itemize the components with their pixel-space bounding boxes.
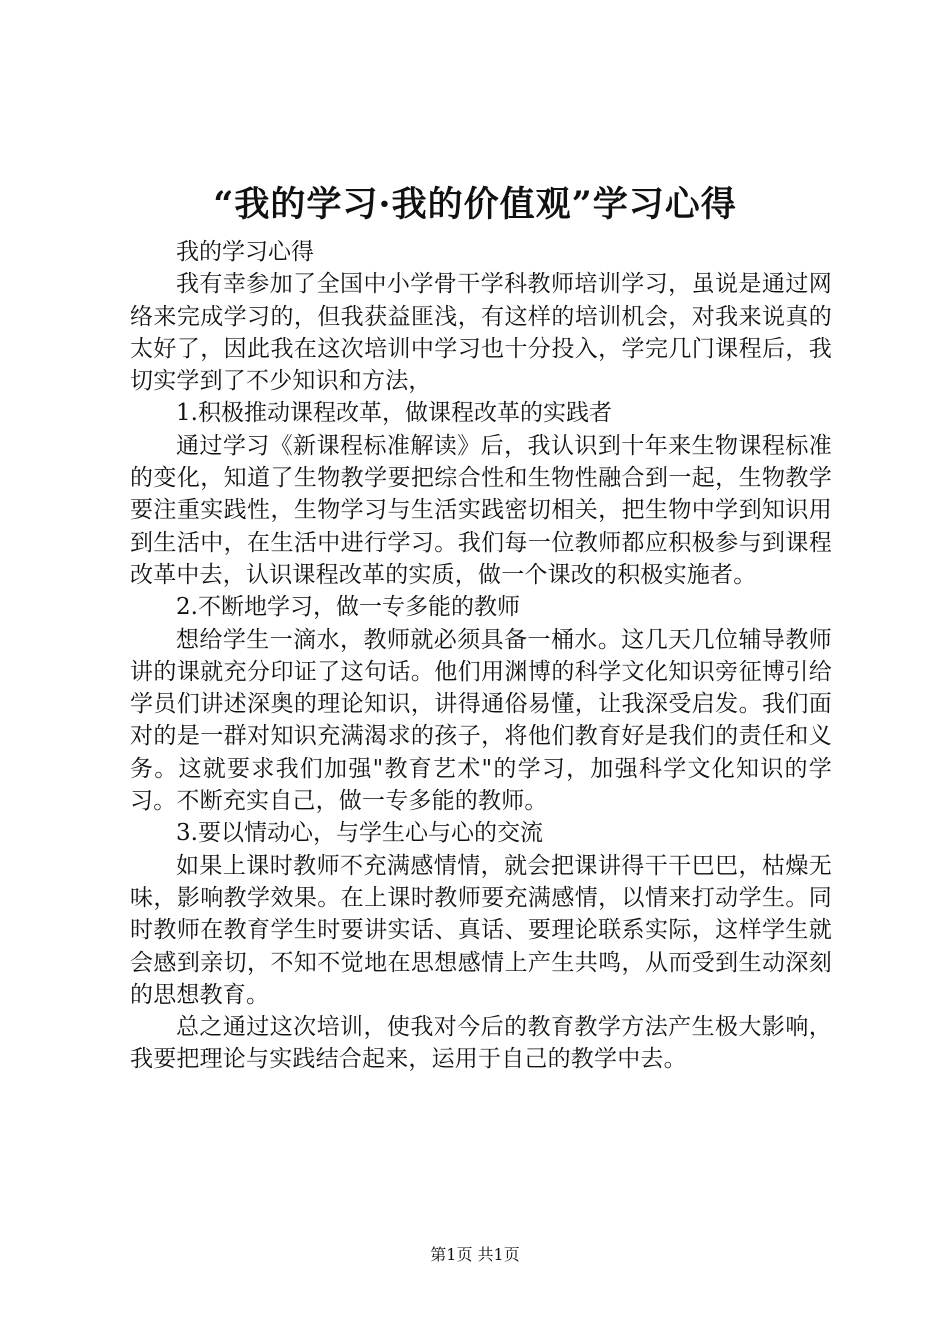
paragraph: 通过学习《新课程标准解读》后，我认识到十年来生物课程标准的变化，知道了生物教学要把综合性和生物性融合到一起，生物教学要注重实践性，生物学习与生活实践密切相关，把生物中学到知识用到生活中，在生活中进行学习。我们每一位教师都应积极参与到课程改革中去，认识课程改革的实质，做一个课改的积极实施者。 (130, 432, 832, 588)
paragraph: 总之通过这次培训，使我对今后的教育教学方法产生极大影响，我要把理论与实践结合起来，运用于自己的教学中去。 (130, 1014, 832, 1073)
document-title: “我的学习·我的价值观”学习心得 (213, 184, 737, 225)
section-heading: 2.不断地学习，做一专多能的教师 (176, 594, 520, 621)
document-body (130, 236, 832, 1076)
section-heading: 1.积极推动课程改革，做课程改革的实践者 (176, 400, 612, 427)
paragraph: 想给学生一滴水，教师就必须具备一桶水。这几天几位辅导教师讲的课就充分印证了这句话。他们用渊博的科学文化知识旁征博引给学员们讲述深奥的理论知识，讲得通俗易懂，让我深受启发。我们面对的是一群对知识充满渴求的孩子，将他们教育好是我们的责任和义务。这就要求我们加强"教育艺术"的学习，加强科学文化知识的学习。不断充实自己，做一专多能的教师。 (130, 626, 832, 815)
page-footer: 第1页 共1页 (430, 1245, 520, 1264)
paragraph: 如果上课时教师不充满感情情，就会把课讲得干干巴巴，枯燥无味，影响教学效果。在上课时教师要充满感情，以情来打动学生。同时教师在教育学生时要讲实话、真话、要理论联系实际，这样学生就会感到亲切，不知不觉地在思想感情上产生共鸣，从而受到生动深刻的思想教育。 (130, 852, 832, 1008)
paragraph: 我有幸参加了全国中小学骨干学科教师培训学习，虽说是通过网络来完成学习的，但我获益匪浅，有这样的培训机会，对我来说真的太好了，因此我在这次培训中学习也十分投入，学完几门课程后，我切实学到了不少知识和方法， (130, 271, 832, 395)
section-heading: 我的学习心得 (176, 239, 314, 265)
section-heading: 3.要以情动心，与学生心与心的交流 (176, 820, 543, 847)
